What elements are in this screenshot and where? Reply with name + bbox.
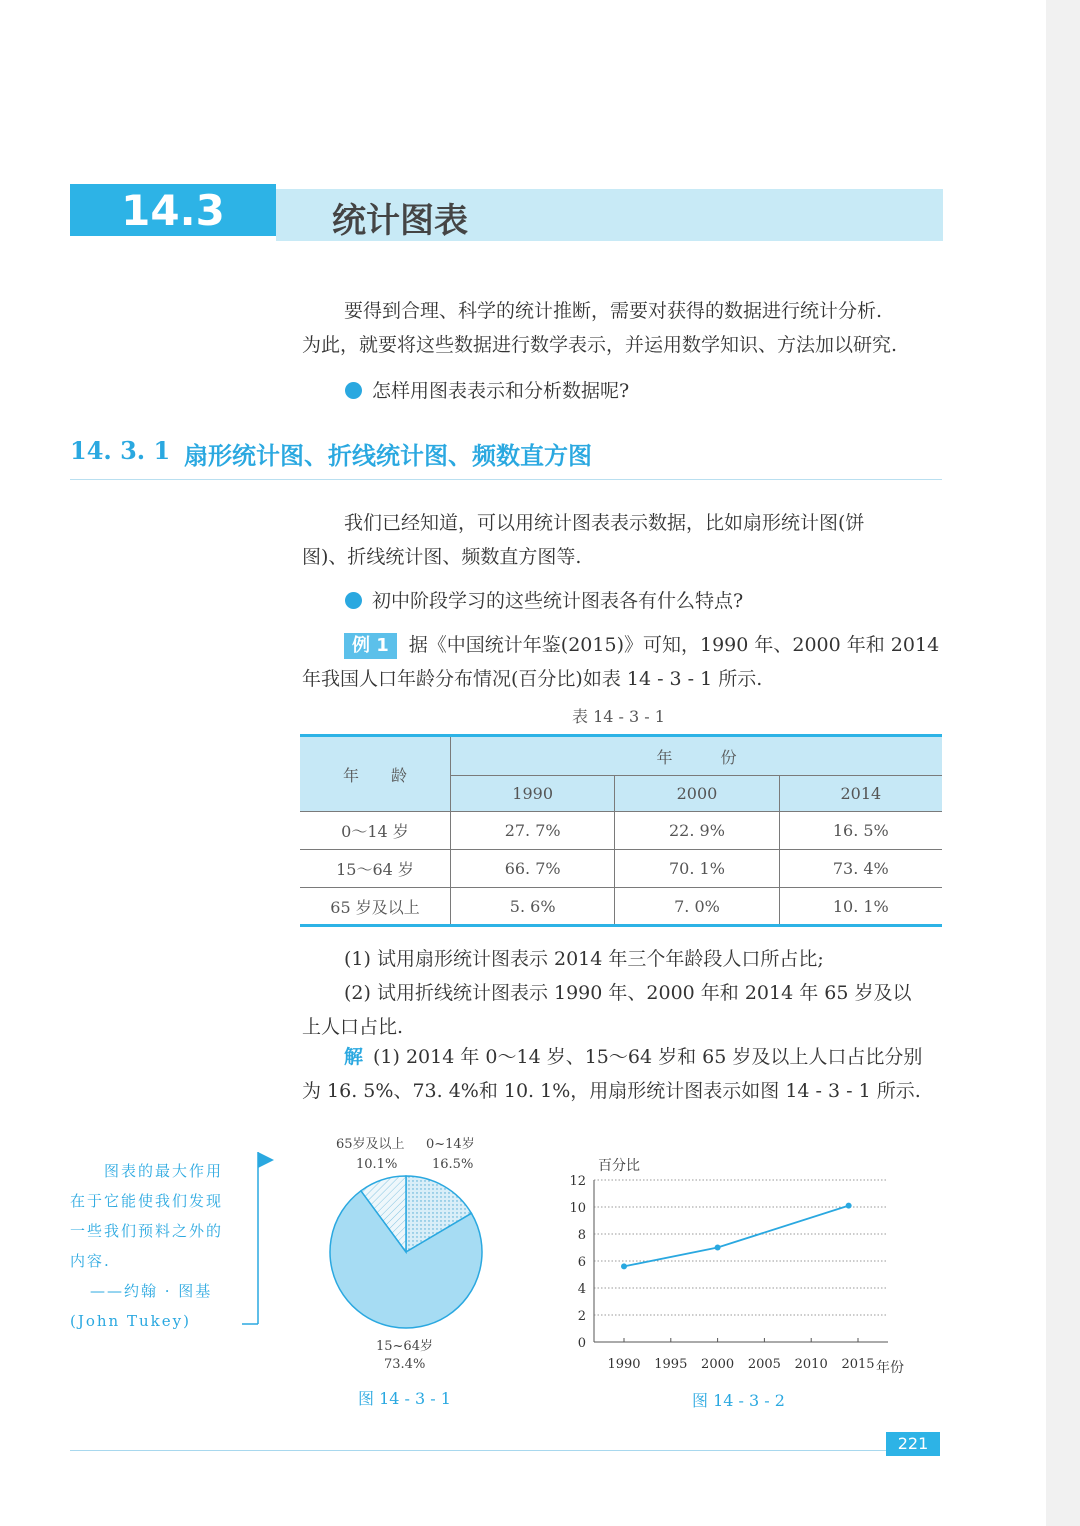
year-1990: 1990 (451, 776, 615, 812)
line-chart (560, 1150, 920, 1380)
side-note-author: ——约翰 · 图基 (90, 1282, 213, 1300)
age-cell: 65 岁及以上 (300, 888, 451, 926)
example-badge: 例 1 (344, 633, 397, 659)
pie-label-working: 15~64岁 (376, 1339, 433, 1354)
task-2-line-1: (2) 试用折线统计图表示 1990 年、2000 年和 2014 年 65 岁及以 (344, 982, 912, 1004)
intro-line-2: 为此，就要将这些数据进行数学表示，并运用数学知识、方法加以研究. (302, 334, 898, 356)
data-point (715, 1245, 721, 1251)
section-title: 统计图表 (332, 201, 468, 241)
para2-question-text: 初中阶段学习的这些统计图表各有什么特点? (372, 590, 744, 612)
solution (302, 1040, 942, 1108)
age-cell: 15～64 岁 (300, 850, 451, 888)
x-tick-label: 2010 (794, 1357, 828, 1372)
x-tick-label: 2015 (841, 1357, 875, 1372)
x-tick-label: 1995 (654, 1357, 688, 1372)
x-tick-label: 2005 (747, 1357, 781, 1372)
value-cell: 7. 0% (615, 888, 779, 926)
data-point (846, 1203, 852, 1209)
value-cell: 5. 6% (451, 888, 615, 926)
pie-value-working: 73.4% (384, 1357, 426, 1372)
side-note-line-3: 一些我们预料之外的 (70, 1222, 224, 1240)
subsection-divider (70, 479, 942, 480)
year-2014: 2014 (779, 776, 942, 812)
value-cell: 70. 1% (615, 850, 779, 888)
table-row (300, 850, 942, 888)
y-tick-label: 0 (577, 1336, 586, 1351)
page-number: 221 (886, 1432, 940, 1456)
value-cell: 66. 7% (451, 850, 615, 888)
intro-question (345, 376, 629, 403)
line-xlabel: 年份 (876, 1360, 904, 1376)
line-caption: 图 14 - 3 - 2 (692, 1391, 785, 1410)
pie-label-child: 0~14岁 (426, 1137, 475, 1152)
para2-line-2: 图)、折线统计图、频数直方图等. (302, 546, 582, 568)
example-paragraph (302, 628, 942, 696)
pie-caption: 图 14 - 3 - 1 (358, 1389, 451, 1408)
value-cell: 27. 7% (451, 812, 615, 850)
y-tick-label: 2 (577, 1309, 586, 1324)
pie-value-elderly: 10.1% (356, 1157, 398, 1172)
page-edge (1046, 0, 1080, 1526)
age-distribution-table (300, 734, 942, 927)
solution-line-1: (1) 2014 年 0～14 岁、15～64 岁和 65 岁及以上人口占比分别 (373, 1046, 923, 1068)
series-line (624, 1206, 849, 1267)
value-cell: 73. 4% (779, 850, 942, 888)
solution-label: 解 (344, 1046, 364, 1068)
intro-line-1: 要得到合理、科学的统计推断，需要对获得的数据进行统计分析. (344, 300, 883, 322)
tasks (302, 942, 942, 1044)
pie-label-elderly: 65岁及以上 (336, 1137, 405, 1152)
year-2000: 2000 (615, 776, 779, 812)
subsection-number: 14. 3. 1 (70, 436, 171, 465)
section-number: 14.3 (121, 186, 225, 235)
para2-line-1: 我们已经知道，可以用统计图表表示数据，比如扇形统计图(饼 (344, 512, 865, 534)
para2-question (345, 586, 743, 613)
section-number-box (70, 184, 276, 236)
year-header: 年 份 (451, 736, 943, 776)
bullet-dot-icon (345, 382, 362, 399)
task-2-line-2: 上人口占比. (302, 1016, 404, 1038)
line-ylabel: 百分比 (598, 1158, 640, 1174)
side-note-bracket-icon (240, 1148, 280, 1328)
task-1: (1) 试用扇形统计图表示 2014 年三个年龄段人口所占比; (344, 948, 824, 970)
table-caption: 表 14 - 3 - 1 (572, 707, 665, 726)
table-row (300, 812, 942, 850)
y-tick-label: 6 (577, 1255, 586, 1270)
data-point (621, 1263, 627, 1269)
section-title-box (276, 189, 943, 241)
y-tick-label: 12 (569, 1174, 586, 1189)
bullet-dot-icon (345, 592, 362, 609)
solution-line-2: 为 16. 5%、73. 4%和 10. 1%，用扇形统计图表示如图 14 - 3 - 1 所示. (302, 1080, 921, 1102)
table-row (300, 888, 942, 926)
example-line-1: 据《中国统计年鉴(2015)》可知，1990 年、2000 年和 2014 (408, 634, 940, 656)
age-header: 年 龄 (300, 736, 451, 812)
intro-paragraph (302, 294, 942, 362)
pie-value-child: 16.5% (432, 1157, 474, 1172)
age-cell: 0～14 岁 (300, 812, 451, 850)
x-tick-label: 1990 (607, 1357, 641, 1372)
subsection-title: 扇形统计图、折线统计图、频数直方图 (184, 442, 592, 470)
side-note-line-2: 在于它能使我们发现 (70, 1192, 224, 1210)
x-tick-label: 2000 (701, 1357, 735, 1372)
value-cell: 22. 9% (615, 812, 779, 850)
y-tick-label: 8 (577, 1228, 586, 1243)
side-note (70, 1156, 250, 1336)
side-note-line-1: 图表的最大作用 (70, 1162, 224, 1180)
example-line-2: 年我国人口年龄分布情况(百分比)如表 14 - 3 - 1 所示. (302, 668, 763, 690)
y-tick-label: 10 (569, 1201, 586, 1216)
footer-line (70, 1450, 890, 1451)
y-tick-label: 4 (577, 1282, 586, 1297)
intro-question-text: 怎样用图表表示和分析数据呢? (372, 380, 630, 402)
side-note-line-4: 内容. (70, 1252, 111, 1270)
pie-chart (320, 1128, 500, 1378)
side-note-author-en: (John Tukey) (70, 1312, 191, 1330)
value-cell: 16. 5% (779, 812, 942, 850)
value-cell: 10. 1% (779, 888, 942, 926)
para2 (302, 506, 942, 574)
